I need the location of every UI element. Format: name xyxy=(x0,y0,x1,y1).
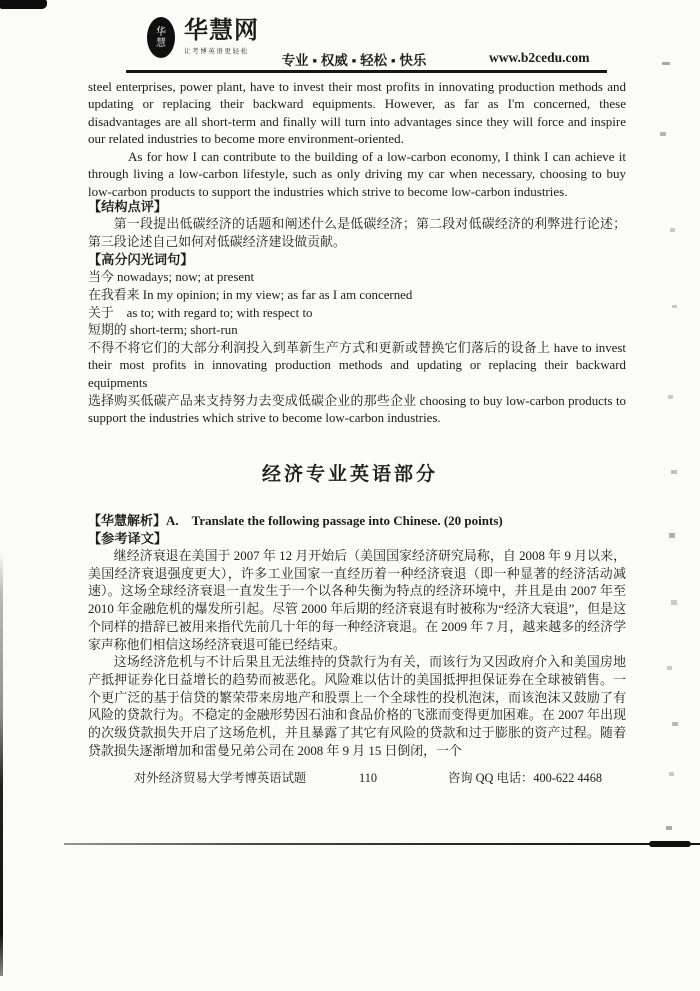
scan-speck xyxy=(671,600,677,605)
scan-speck xyxy=(669,772,674,776)
brand-name: 华慧网 xyxy=(184,17,259,44)
analysis-task-line xyxy=(88,511,626,530)
site-logo xyxy=(147,17,259,58)
analysis-task: A. Translate the following passage into Chinese. (20 points) xyxy=(166,513,503,528)
analysis-heading: 【华慧解析】 xyxy=(88,513,167,528)
review-section xyxy=(88,198,626,428)
scan-mark-top-left xyxy=(0,0,47,9)
header-divider xyxy=(126,70,607,73)
scan-edge-line-left xyxy=(0,552,3,976)
brand-tagline: 让考博英语更轻松 xyxy=(184,48,249,55)
scan-speck xyxy=(667,666,672,670)
header-website: www.b2cedu.com xyxy=(489,50,590,65)
scan-speck xyxy=(669,533,675,538)
scan-speck xyxy=(662,62,670,65)
highlight-item: 当今 nowadays; now; at present xyxy=(88,270,255,285)
scan-speck xyxy=(672,305,677,308)
section-title: 经济专业英语部分 xyxy=(261,464,438,485)
scan-bottom-rule xyxy=(64,843,700,845)
scan-speck xyxy=(660,132,666,136)
scan-speck xyxy=(668,395,673,399)
scan-speck xyxy=(671,470,677,474)
essay-paragraph: steel enterprises, power plant, have to invest their most profits in innovating production methods and updating or replacing their backward equipments. However, as far as I'm concerned, these disadvantages are all short-term and finally will turn into advantages since they will force and inspire our related industries to become more environment-oriented. xyxy=(88,79,626,147)
analysis-section xyxy=(88,511,626,760)
essay-section xyxy=(88,78,626,200)
translation-heading: 【参考译文】 xyxy=(88,531,168,546)
highlight-item: 选择购买低碳产品来支持努力去变成低碳企业的那些企业 choosing to buy low-carbon products to support the industries which strive to become low-carbon industries. xyxy=(88,393,626,426)
scan-bottom-rule-blob xyxy=(649,841,691,847)
highlights-heading: 【高分闪光词句】 xyxy=(88,252,194,268)
highlight-item: 在我看来 In my opinion; in my view; as far as I am concerned xyxy=(88,288,413,302)
scan-speck xyxy=(670,228,675,232)
scan-speck xyxy=(666,826,672,830)
header-slogan: 专业 ▪ 权威 ▪ 轻松 ▪ 快乐 xyxy=(281,53,427,68)
seal-text: 华慧 xyxy=(156,26,166,49)
highlight-item: 短期的 short-term; short-run xyxy=(88,323,238,338)
structure-review-body: 第一段提出低碳经济的话题和阐述什么是低碳经济；第二段对低碳经济的利弊进行论述；第三段论述自己如何对低碳经济建设做贡献。 xyxy=(88,217,626,249)
footer-document-title: 对外经济贸易大学考博英语试题 xyxy=(134,771,307,785)
footer-contact: 咨询 QQ 电话：400-622 4468 xyxy=(447,771,602,785)
highlight-item: 不得不将它们的大部分利润投入到革新生产方式和更新或替换它们落后的设备上 have to invest their most profits in innovating production methods and updating or replacing their backward equipments xyxy=(88,340,626,390)
seal-logo-icon xyxy=(147,17,175,58)
page-number: 110 xyxy=(359,771,377,785)
structure-review-heading: 【结构点评】 xyxy=(88,199,168,214)
translation-paragraph: 继经济衰退在美国于 2007 年 12 月开始后（美国国家经济研究局称，自 2008 年 9 月以来，美国经济衰退强度更大），许多工业国家一直经历着一种经济衰退（即一种显著的经济活动减速）。这场全球经济衰退一直发生于一个以各种失衡为特点的经济环境中，并且是由 2007 年至 2010 年金融危机的爆发所引起。尽管 2000 年后期的经济衰退有时被称为“经济大衰退”，但是这个同样的措辞已被用来指代先前几十年的每一种经济衰退。在 2009 年 7 月，越来越多的经济学家声称他们相信这场经济衰退可能已经结束。 xyxy=(88,549,626,652)
translation-paragraph: 这场经济危机与不计后果且无法维持的贷款行为有关，而该行为又因政府介入和美国房地产抵押证券化日益增长的趋势而被恶化。风险难以估计的美国抵押担保证券在全球被销售。一个更广泛的基于信贷的繁荣带来房地产和股票上一个全球性的投机泡沫，而该泡沫又鼓励了有风险的贷款行为。不稳定的金融形势因石油和食品价格的飞涨而变得更加困难。在 2007 年出现的次级贷款损失开启了这场危机，并且暴露了其它有风险的贷款和过于膨胀的资产过程。随着贷款损失逐渐增加和雷曼兄弟公司在 2008 年 9 月 15 日倒闭，一个 xyxy=(88,655,626,758)
highlight-item: 关于 as to; with regard to; with respect to xyxy=(88,305,313,320)
scan-speck xyxy=(672,722,678,726)
page-footer xyxy=(88,768,626,786)
essay-paragraph: As for how I can contribute to the building of a low-carbon economy, I think I can achieve it through living a low-carbon lifestyle, such as only driving my car when necessary, choosing to buy low-carbon products to support the industries which strive to become low-carbon industries. xyxy=(88,148,626,199)
